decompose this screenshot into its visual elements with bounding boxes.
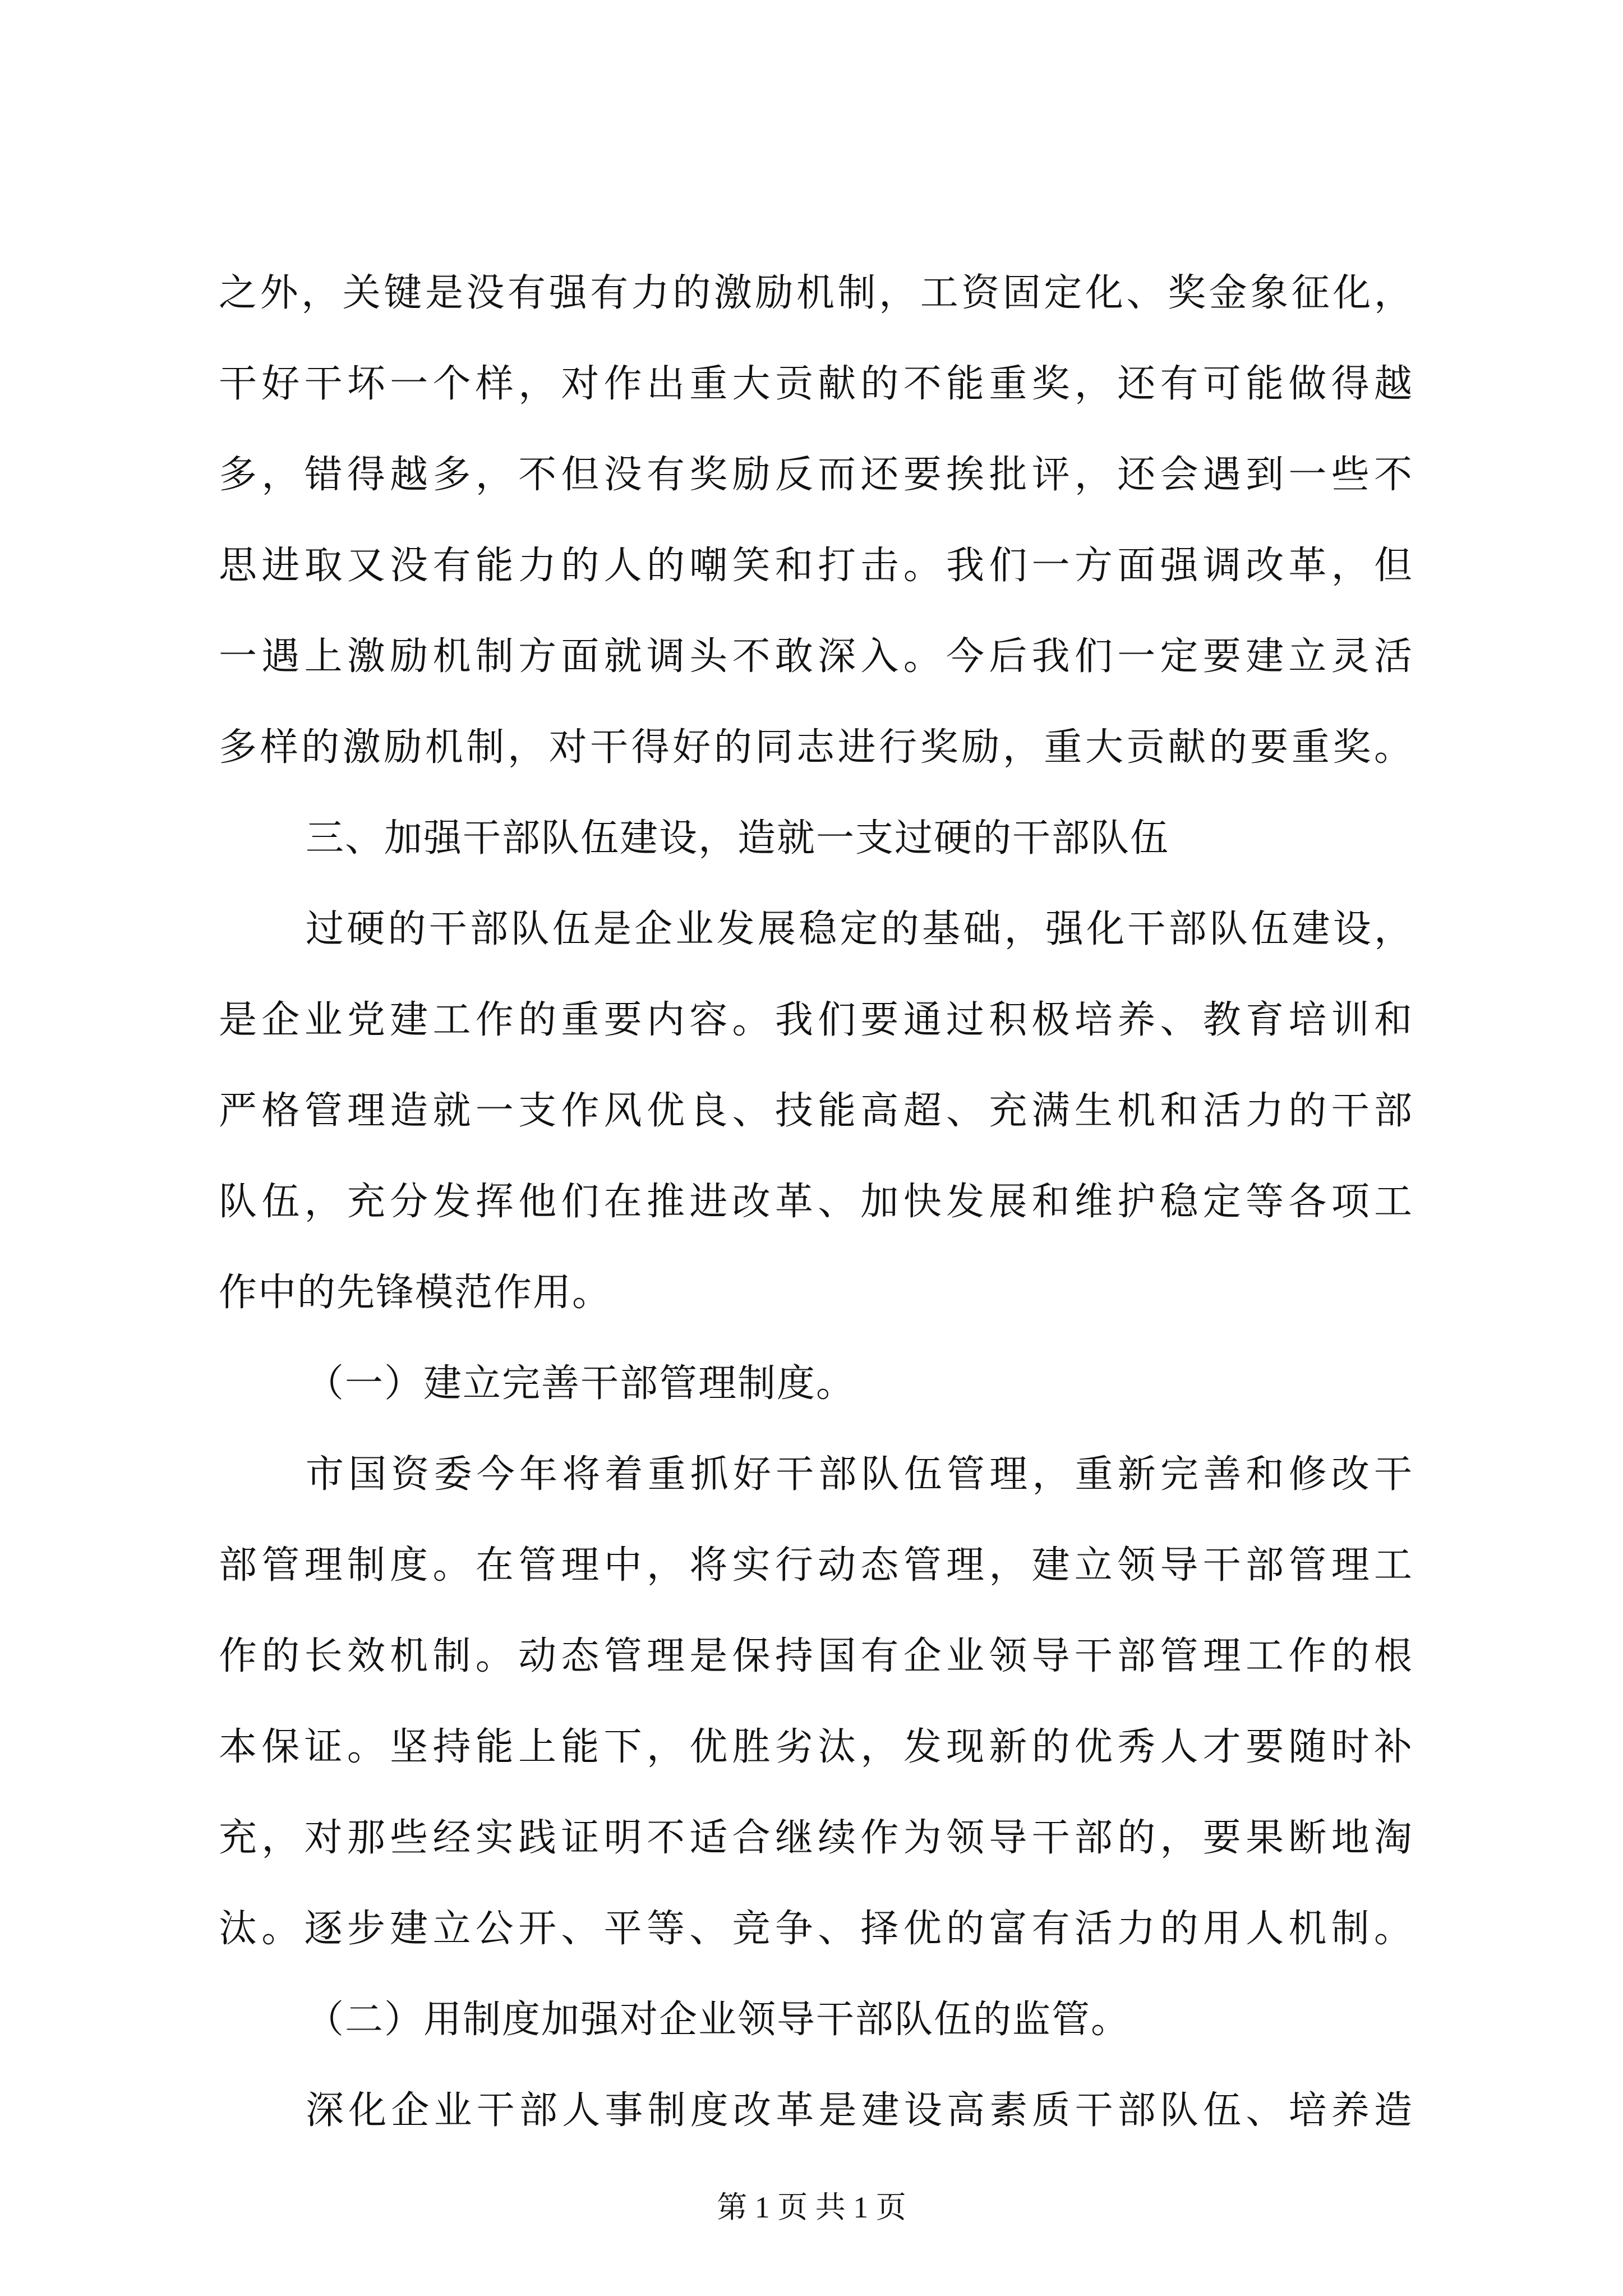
paragraph-line: 作中的先锋模范作用。 <box>219 1271 612 1315</box>
paragraph-line: 部管理制度。在管理中，将实行动态管理，建立领导干部管理工 <box>219 1543 1413 1588</box>
paragraph-line: 一遇上激励机制方面就调头不敢深入。今后我们一定要建立灵活 <box>219 634 1413 679</box>
paragraph-line: 作的长效机制。动态管理是保持国有企业领导干部管理工作的根 <box>219 1634 1413 1678</box>
paragraph-line: 队伍，充分发挥他们在推进改革、加快发展和维护稳定等各项工 <box>219 1180 1413 1224</box>
paragraph-line: 是企业党建工作的重要内容。我们要通过积极培养、教育培训和 <box>219 998 1413 1042</box>
page-number-footer: 第 1 页 共 1 页 <box>717 2191 906 2224</box>
subsection-heading: （一）建立完善干部管理制度。 <box>306 1361 856 1406</box>
paragraph-line: 深化企业干部人事制度改革是建设高素质干部队伍、培养造 <box>306 2088 1413 2133</box>
subsection-heading: （二）用制度加强对企业领导干部队伍的监管。 <box>306 1998 1131 2042</box>
paragraph-line: 严格管理造就一支作风优良、技能高超、充满生机和活力的干部 <box>219 1089 1413 1133</box>
paragraph-line: 市国资委今年将着重抓好干部队伍管理，重新完善和修改干 <box>306 1452 1413 1497</box>
paragraph-line: 充，对那些经实践证明不适合继续作为领导干部的，要果断地淘 <box>219 1816 1413 1860</box>
paragraph-line: 本保证。坚持能上能下，优胜劣汰，发现新的优秀人才要随时补 <box>219 1725 1413 1769</box>
paragraph-line: 多，错得越多，不但没有奖励反而还要挨批评，还会遇到一些不 <box>219 453 1413 497</box>
section-heading: 三、加强干部队伍建设，造就一支过硬的干部队伍 <box>306 816 1170 861</box>
paragraph-line: 汰。逐步建立公开、平等、竞争、择优的富有活力的用人机制。 <box>219 1907 1413 1951</box>
paragraph-line: 思进取又没有能力的人的嘲笑和打击。我们一方面强调改革，但 <box>219 544 1413 588</box>
paragraph-line: 之外，关键是没有强有力的激励机制，工资固定化、奖金象征化， <box>219 271 1413 315</box>
paragraph-line: 多样的激励机制，对干得好的同志进行奖励，重大贡献的要重奖。 <box>219 725 1413 770</box>
paragraph-line: 干好干坏一个样，对作出重大贡献的不能重奖，还有可能做得越 <box>219 362 1413 406</box>
paragraph-line: 过硬的干部队伍是企业发展稳定的基础，强化干部队伍建设， <box>306 907 1413 951</box>
